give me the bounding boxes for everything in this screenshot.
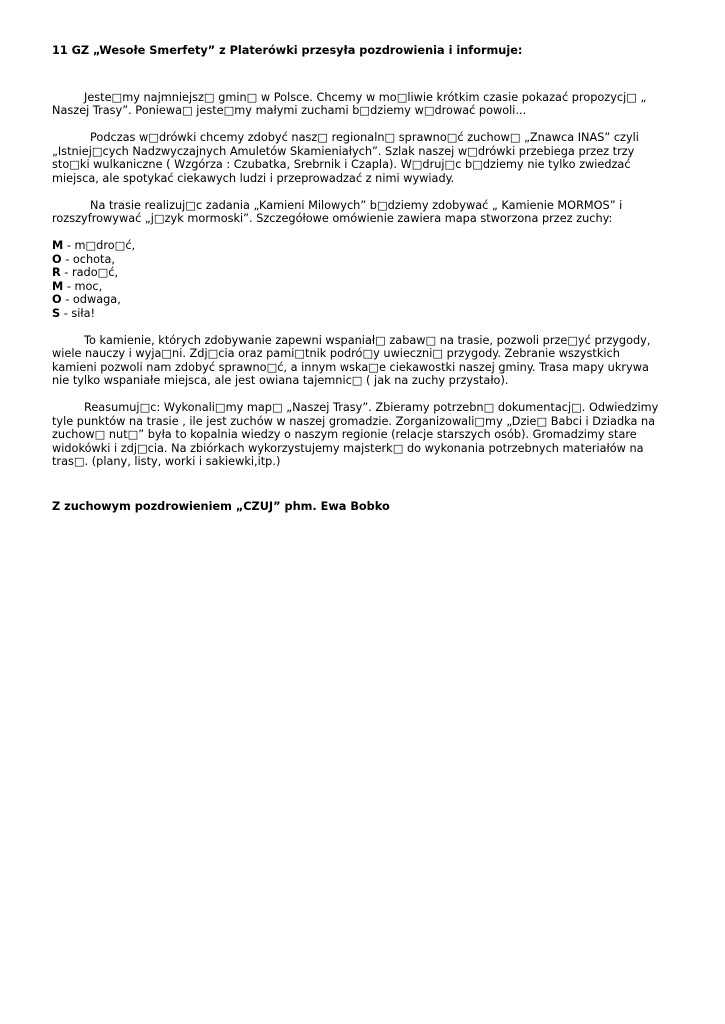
acronym-letter: S [52,306,61,320]
acronym-meaning: - moc, [63,279,103,293]
acronym-item [52,307,664,321]
mormos-acronym-list [52,239,664,320]
acronym-letter: O [52,293,62,306]
acronym-item [52,293,664,307]
paragraph-intro: Jeste□my najmniejsz□ gmin□ w Polsce. Chcemy w mo□liwie krótkim czasie pokazać propozycj□ „ Naszej Trasy”. Poniewa□ jeste□my małymi zuchami b□dziemy w□drować powoli... [52,90,647,117]
acronym-letter: O [52,252,62,266]
acronym-item [52,253,664,267]
paragraph-stones: To kamienie, których zdobywanie zapewni wspaniał□ zabaw□ na trasie, pozwoli prze□yć przygody, wiele nauczy i wyja□ni. Zdj□cia oraz pami□tnik podró□y uwieczni□ przygody. Zebranie wszystkich kamieni pozwoli nam zdobyć sprawno□ć, a innym wska□e ciekawostki naszej gminy. Trasa mapy ukrywa nie tylko wspaniałe miejsca, ale jest owiana tajemnic□ ( jak na zuchy przystało). [52,333,651,387]
paragraph-summary: Reasumuj□c: Wykonali□my map□ „Naszej Trasy”. Zbieramy potrzebn□ dokumentacj□. Odwiedzimy tyle punktów na trasie , ile jest zuchów w naszej gromadzie. Zorganizowali□my „Dzie□ Babci i Dziadka na zuchow□ nut□” była to kopalnia wiedzy o naszym regionie (relacje starszych osób). Gromadzimy stare widokówki i zdj□cia. Na zbiórkach wykorzystujemy majsterk□ do wykonania potrzebnych materiałów na tras□. (plany, listy, worki i sakiewki,itp.) [52,401,659,468]
acronym-meaning: - m□dro□ć, [63,239,136,252]
acronym-item [52,239,664,253]
document-title: 11 GZ „Wesołe Smerfety” z Platerówki przesyła pozdrowienia i informuje: [52,44,523,57]
paragraph-milestones: Na trasie realizuj□c zadania „Kamieni Milowych” b□dziemy zdobywać „ Kamienie MORMOS” i rozszyfrowywać „j□zyk mormoski”. Szczegółowe omówienie zawiera mapa stworzona przez zuchy: [52,198,623,225]
acronym-meaning: - ochota, [61,252,116,266]
acronym-letter: M [52,239,64,252]
acronym-item [52,280,664,294]
acronym-letter: M [52,279,64,293]
acronym-meaning: - odwaga, [61,293,121,306]
acronym-letter: R [52,266,61,279]
signature: Z zuchowym pozdrowieniem „CZUJ” phm. Ewa Bobko [52,499,390,513]
document-page [52,44,664,513]
paragraph-route: Podczas w□drówki chcemy zdobyć nasz□ regionaln□ sprawno□ć zuchow□ „Znawca INAS” czyli „Istniej□cych Nadzwyczajnych Amuletów Skamieniałych”. Szlak naszej w□drówki przebiega przez trzy sto□ki wulkaniczne ( Wzgórza : Czubatka, Srebrnik i Czapla). W□druj□c b□dziemy nie tylko zwiedzać miejsca, ale spotykać ciekawych ludzi i przeprowadzać z nimi wywiady. [52,131,639,185]
acronym-meaning: - siła! [60,306,96,320]
acronym-item [52,266,664,280]
acronym-meaning: - rado□ć, [60,266,119,279]
